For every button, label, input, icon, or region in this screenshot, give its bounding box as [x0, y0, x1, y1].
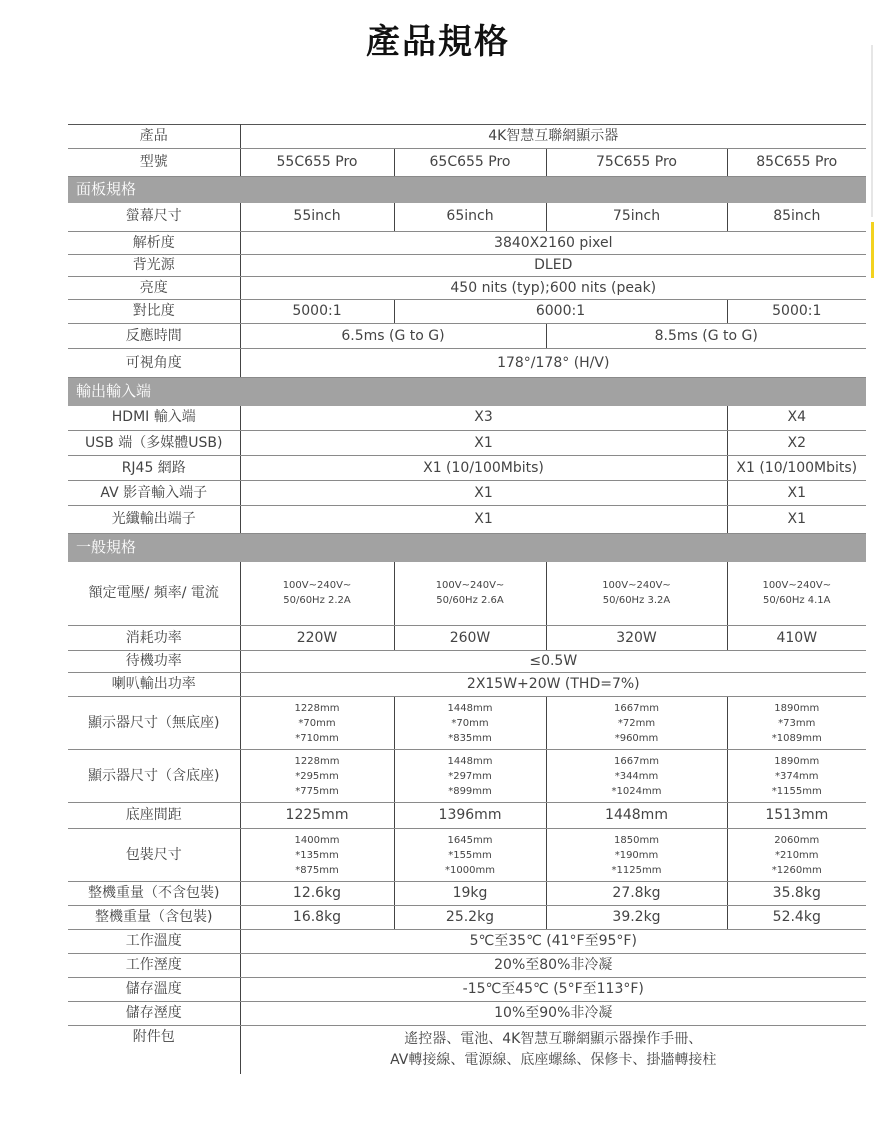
- table-row: [68, 300, 866, 324]
- cell-line: 1228mm: [294, 702, 340, 714]
- cell-line: 1890mm: [774, 702, 820, 714]
- cell-value: 75inch: [546, 203, 727, 232]
- cell-value: 20%至80%非冷凝: [240, 954, 866, 978]
- table-row: [68, 626, 866, 651]
- row-label: 附件包: [68, 1026, 240, 1074]
- cell-line: *374mm: [774, 770, 819, 782]
- cell-line: 50/60Hz 3.2A: [602, 595, 671, 607]
- table-row: [68, 651, 866, 673]
- page-title: 產品規格: [366, 22, 510, 62]
- table-row: [68, 277, 866, 300]
- cell-line: *1155mm: [771, 785, 822, 797]
- cell-value: 6000:1: [394, 300, 727, 324]
- cell-value: 85inch: [727, 203, 866, 232]
- cell-line: *1125mm: [611, 864, 662, 876]
- table-row: [68, 930, 866, 954]
- cell-value: 1513mm: [727, 803, 866, 829]
- section-title: 輸出輸入端: [68, 378, 866, 406]
- row-label: 顯示器尺寸（含底座): [68, 750, 240, 803]
- cell-line: 100V~240V~: [282, 580, 352, 592]
- cell-value: [546, 562, 727, 626]
- cell-line: *190mm: [614, 849, 659, 861]
- row-label: USB 端（多媒體USB): [68, 431, 240, 456]
- cell-value: X1: [727, 481, 866, 506]
- row-label: 額定電壓/ 頻率/ 電流: [68, 562, 240, 626]
- section-header: [68, 177, 866, 203]
- cell-value: 19kg: [394, 882, 546, 906]
- cell-line: *155mm: [448, 849, 492, 861]
- table-row: [68, 906, 866, 930]
- cell-value: X4: [727, 406, 866, 431]
- model-value: 75C655 Pro: [546, 149, 727, 177]
- row-label: 儲存溫度: [68, 978, 240, 1002]
- cell-value: 1448mm: [546, 803, 727, 829]
- cell-value: 5℃至35℃ (41°F至95°F): [240, 930, 866, 954]
- cell-value: 1396mm: [394, 803, 546, 829]
- cell-value: 55inch: [240, 203, 394, 232]
- row-label: 工作溼度: [68, 954, 240, 978]
- row-label: 顯示器尺寸（無底座): [68, 697, 240, 750]
- cell-line: *344mm: [614, 770, 659, 782]
- table-row: [68, 255, 866, 277]
- table-row: [68, 673, 866, 697]
- cell-value: 220W: [240, 626, 394, 651]
- product-value: 4K智慧互聯網顯示器: [240, 125, 866, 149]
- cell-line: AV轉接線、電源線、底座螺絲、保修卡、掛牆轉接柱: [390, 1051, 717, 1068]
- cell-line: 1448mm: [447, 755, 493, 767]
- table-row: [68, 149, 866, 177]
- cell-value: 10%至90%非冷凝: [240, 1002, 866, 1026]
- cell-line: *1260mm: [771, 864, 822, 876]
- cell-line: *70mm: [451, 717, 489, 729]
- cell-value: 27.8kg: [546, 882, 727, 906]
- row-label: RJ45 網路: [68, 456, 240, 481]
- row-label: 儲存溼度: [68, 1002, 240, 1026]
- cell-value: 39.2kg: [546, 906, 727, 930]
- row-label: 可視角度: [68, 349, 240, 378]
- cell-value: [394, 562, 546, 626]
- section-title: 面板規格: [68, 177, 866, 203]
- cell-line: 50/60Hz 2.6A: [436, 595, 504, 607]
- cell-value: 5000:1: [240, 300, 394, 324]
- cell-line: *835mm: [448, 732, 492, 744]
- cell-value: X3: [240, 406, 727, 431]
- row-label: 型號: [68, 149, 240, 177]
- table-row: [68, 203, 866, 232]
- cell-line: 1400mm: [294, 834, 340, 846]
- row-label: 光纖輸出端子: [68, 506, 240, 534]
- cell-line: *775mm: [295, 785, 339, 797]
- cell-value: [727, 697, 866, 750]
- row-label: HDMI 輸入端: [68, 406, 240, 431]
- cell-value: 16.8kg: [240, 906, 394, 930]
- cell-line: *1089mm: [771, 732, 822, 744]
- cell-value: X1: [727, 506, 866, 534]
- cell-value: X1: [240, 481, 727, 506]
- cell-value: X1 (10/100Mbits): [240, 456, 727, 481]
- cell-line: 2060mm: [774, 834, 820, 846]
- cell-value: 25.2kg: [394, 906, 546, 930]
- cell-value: ≤0.5W: [240, 651, 866, 673]
- cell-value: [240, 697, 394, 750]
- cell-line: *899mm: [448, 785, 492, 797]
- cell-value: [240, 750, 394, 803]
- cell-line: *297mm: [448, 770, 492, 782]
- cell-line: *295mm: [295, 770, 339, 782]
- cell-value: [394, 829, 546, 882]
- cell-line: 1228mm: [294, 755, 340, 767]
- row-label: 亮度: [68, 277, 240, 300]
- table-row: [68, 882, 866, 906]
- row-label: 反應時間: [68, 324, 240, 349]
- row-label: 包裝尺寸: [68, 829, 240, 882]
- row-label: 產品: [68, 125, 240, 149]
- cell-value: 52.4kg: [727, 906, 866, 930]
- cell-line: 50/60Hz 4.1A: [763, 595, 831, 607]
- table-row: [68, 506, 866, 534]
- cell-line: *1024mm: [611, 785, 662, 797]
- table-row: [68, 803, 866, 829]
- cell-line: 1448mm: [447, 702, 493, 714]
- cell-value: 6.5ms (G to G): [240, 324, 546, 349]
- row-label: 待機功率: [68, 651, 240, 673]
- cell-line: 1645mm: [447, 834, 493, 846]
- row-label: 整機重量（含包裝): [68, 906, 240, 930]
- cell-value: [394, 697, 546, 750]
- table-row: [68, 1026, 866, 1074]
- cell-value: DLED: [240, 255, 866, 277]
- spec-table: [68, 124, 866, 1074]
- cell-line: *73mm: [778, 717, 816, 729]
- row-label: 整機重量（不含包裝): [68, 882, 240, 906]
- cell-value: [546, 750, 727, 803]
- table-row: [68, 562, 866, 626]
- cell-line: 1850mm: [614, 834, 659, 846]
- cell-value: [240, 562, 394, 626]
- cell-value: 320W: [546, 626, 727, 651]
- table-row: [68, 481, 866, 506]
- table-row: [68, 456, 866, 481]
- cell-line: *1000mm: [445, 864, 495, 876]
- table-row: [68, 349, 866, 378]
- cell-line: *875mm: [295, 864, 339, 876]
- table-row: [68, 829, 866, 882]
- cell-line: 100V~240V~: [435, 580, 505, 592]
- cell-line: 遙控器、電池、4K智慧互聯網顯示器操作手冊、: [404, 1030, 703, 1047]
- cell-line: 50/60Hz 2.2A: [283, 595, 351, 607]
- row-label: 底座間距: [68, 803, 240, 829]
- cell-value: 8.5ms (G to G): [546, 324, 866, 349]
- section-header: [68, 378, 866, 406]
- table-row: [68, 324, 866, 349]
- cell-value: 260W: [394, 626, 546, 651]
- cell-value: 450 nits (typ);600 nits (peak): [240, 277, 866, 300]
- table-row: [68, 978, 866, 1002]
- row-label: 工作溫度: [68, 930, 240, 954]
- table-row: [68, 125, 866, 149]
- cell-line: 100V~240V~: [602, 580, 671, 592]
- cell-value: [727, 562, 866, 626]
- cell-value: 65inch: [394, 203, 546, 232]
- cell-value: 410W: [727, 626, 866, 651]
- cell-line: *210mm: [774, 849, 819, 861]
- table-row: [68, 406, 866, 431]
- table-row: [68, 1002, 866, 1026]
- cell-value: [727, 750, 866, 803]
- table-row: [68, 954, 866, 978]
- cell-value: [727, 829, 866, 882]
- row-label: AV 影音輸入端子: [68, 481, 240, 506]
- cell-value: 1225mm: [240, 803, 394, 829]
- row-label: 喇叭輸出功率: [68, 673, 240, 697]
- cell-value: [240, 829, 394, 882]
- cell-value: X1: [240, 506, 727, 534]
- row-label: 背光源: [68, 255, 240, 277]
- cell-value: [240, 1026, 866, 1074]
- edge-accent: [871, 222, 874, 278]
- cell-line: *710mm: [295, 732, 339, 744]
- cell-value: [394, 750, 546, 803]
- cell-value: X1: [240, 431, 727, 456]
- edge-divider: [871, 45, 873, 217]
- cell-value: X2: [727, 431, 866, 456]
- cell-line: 1667mm: [614, 755, 659, 767]
- cell-value: 35.8kg: [727, 882, 866, 906]
- cell-value: [546, 829, 727, 882]
- cell-value: X1 (10/100Mbits): [727, 456, 866, 481]
- cell-line: *135mm: [295, 849, 339, 861]
- table-row: [68, 232, 866, 255]
- cell-value: 5000:1: [727, 300, 866, 324]
- model-value: 85C655 Pro: [727, 149, 866, 177]
- row-label: 消耗功率: [68, 626, 240, 651]
- model-value: 55C655 Pro: [240, 149, 394, 177]
- table-row: [68, 750, 866, 803]
- cell-line: *72mm: [617, 717, 656, 729]
- table-row: [68, 431, 866, 456]
- cell-line: *960mm: [614, 732, 659, 744]
- section-header: [68, 534, 866, 562]
- cell-value: -15℃至45℃ (5°F至113°F): [240, 978, 866, 1002]
- cell-value: 12.6kg: [240, 882, 394, 906]
- cell-value: [546, 697, 727, 750]
- section-title: 一般規格: [68, 534, 866, 562]
- row-label: 螢幕尺寸: [68, 203, 240, 232]
- cell-value: 3840X2160 pixel: [240, 232, 866, 255]
- cell-line: *70mm: [298, 717, 336, 729]
- row-label: 對比度: [68, 300, 240, 324]
- cell-line: 100V~240V~: [762, 580, 832, 592]
- cell-value: 178°/178° (H/V): [240, 349, 866, 378]
- table-row: [68, 697, 866, 750]
- row-label: 解析度: [68, 232, 240, 255]
- cell-line: 1667mm: [614, 702, 659, 714]
- model-value: 65C655 Pro: [394, 149, 546, 177]
- cell-line: 1890mm: [774, 755, 820, 767]
- cell-value: 2X15W+20W (THD=7%): [240, 673, 866, 697]
